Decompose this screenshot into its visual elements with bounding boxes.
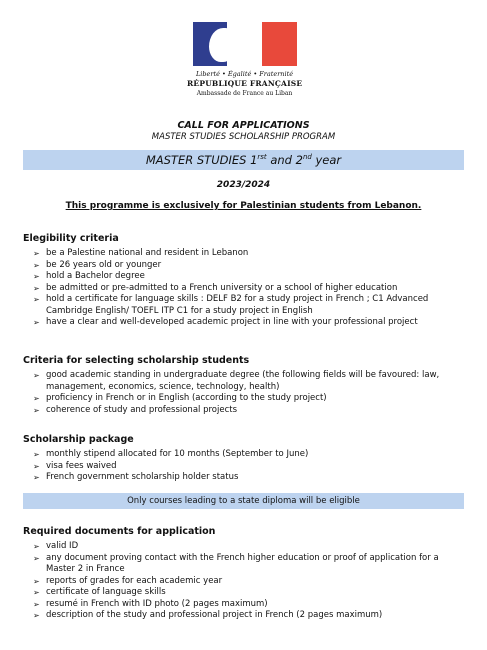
arrow-bullet-icon: ➢ (33, 473, 40, 482)
call-title: CALL FOR APPLICATIONS (177, 120, 310, 131)
list-item-continuation: Cambridge English/ TOEFL ITP C1 for a study project in English (46, 305, 313, 316)
list-item: ➢ description of the study and professional project in French (2 pages maximum) (33, 610, 383, 620)
eligibility-note-banner: Only courses leading to a state diploma will be eligible (23, 493, 464, 509)
arrow-bullet-icon: ➢ (33, 249, 40, 258)
list-item: ➢ hold a certificate for language skills : DELF B2 for a study project in French ; C1 Advanced (33, 294, 429, 304)
documents-title: Required documents for application (23, 526, 216, 537)
arrow-bullet-icon: ➢ (33, 394, 40, 403)
list-item: ➢ monthly stipend allocated for 10 months (September to June) (33, 449, 309, 459)
arrow-bullet-icon: ➢ (33, 450, 40, 459)
list-item-continuation: Master 2 in France (46, 564, 125, 574)
arrow-bullet-icon: ➢ (33, 599, 40, 609)
list-item: ➢ resumé in French with ID photo (2 pages maximum) (33, 598, 268, 609)
arrow-bullet-icon: ➢ (33, 272, 40, 281)
arrow-bullet-icon: ➢ (33, 260, 40, 270)
list-item-continuation: management, economics, science, technology, health) (46, 381, 280, 392)
arrow-bullet-icon: ➢ (33, 283, 40, 293)
arrow-bullet-icon: ➢ (33, 611, 40, 620)
republic-name: RÉPUBLIQUE FRANÇAISE (187, 79, 303, 88)
list-item: ➢ proficiency in French or in English (according to the study project) (33, 393, 327, 403)
arrow-bullet-icon: ➢ (33, 371, 40, 380)
documents-list (33, 541, 439, 622)
marianne-flag-icon (193, 22, 297, 66)
selection-title: Criteria for selecting scholarship students (23, 355, 250, 366)
list-item: ➢ reports of grades for each academic year (33, 575, 223, 586)
call-subtitle: MASTER STUDIES SCHOLARSHIP PROGRAM (151, 132, 336, 142)
list-item: ➢ hold a Bachelor degree (33, 271, 145, 281)
list-item: ➢ any document proving contact with the French higher education or proof of application for a (33, 552, 439, 563)
list-item: ➢ certificate of language skills (33, 587, 166, 597)
selection-list (33, 370, 439, 416)
arrow-bullet-icon: ➢ (33, 405, 40, 415)
list-item: ➢ have a clear and well-developed academic project in line with your professional project (33, 317, 418, 327)
exclusivity-statement: This programme is exclusively for Palestinian students from Lebanon. (65, 201, 422, 211)
master-studies-banner: MASTER STUDIES $1^{rst}$ and 2nd year (23, 150, 464, 170)
arrow-bullet-icon: ➢ (33, 542, 40, 551)
package-list (33, 449, 308, 484)
motto: Liberté • Égalité • Fraternité (195, 70, 294, 78)
list-item: ➢ be a Palestine national and resident in Lebanon (33, 248, 249, 258)
list-item: ➢ visa fees waived (33, 460, 117, 471)
list-item: ➢ be admitted or pre-admitted to a French university or a school of higher education (33, 282, 398, 293)
arrow-bullet-icon: ➢ (33, 461, 40, 471)
list-item: ➢ be 26 years old or younger (33, 259, 162, 270)
eligibility-list (33, 248, 428, 329)
arrow-bullet-icon: ➢ (33, 553, 40, 563)
republique-francaise-logo (187, 22, 302, 97)
list-item: ➢ French government scholarship holder status (33, 472, 239, 482)
embassy-name: Ambassade de France au Liban (196, 90, 293, 97)
arrow-bullet-icon: ➢ (33, 318, 40, 327)
package-title: Scholarship package (23, 434, 134, 445)
eligibility-title: Elegibility criteria (23, 233, 119, 244)
arrow-bullet-icon: ➢ (33, 576, 40, 586)
list-item: ➢ valid ID (33, 541, 79, 551)
arrow-bullet-icon: ➢ (33, 295, 40, 304)
list-item: ➢ good academic standing in undergraduate degree (the following fields will be favoured: law, (33, 370, 440, 380)
arrow-bullet-icon: ➢ (33, 588, 40, 597)
list-item: ➢ coherence of study and professional projects (33, 404, 238, 415)
academic-year: 2023/2024 (216, 180, 271, 190)
